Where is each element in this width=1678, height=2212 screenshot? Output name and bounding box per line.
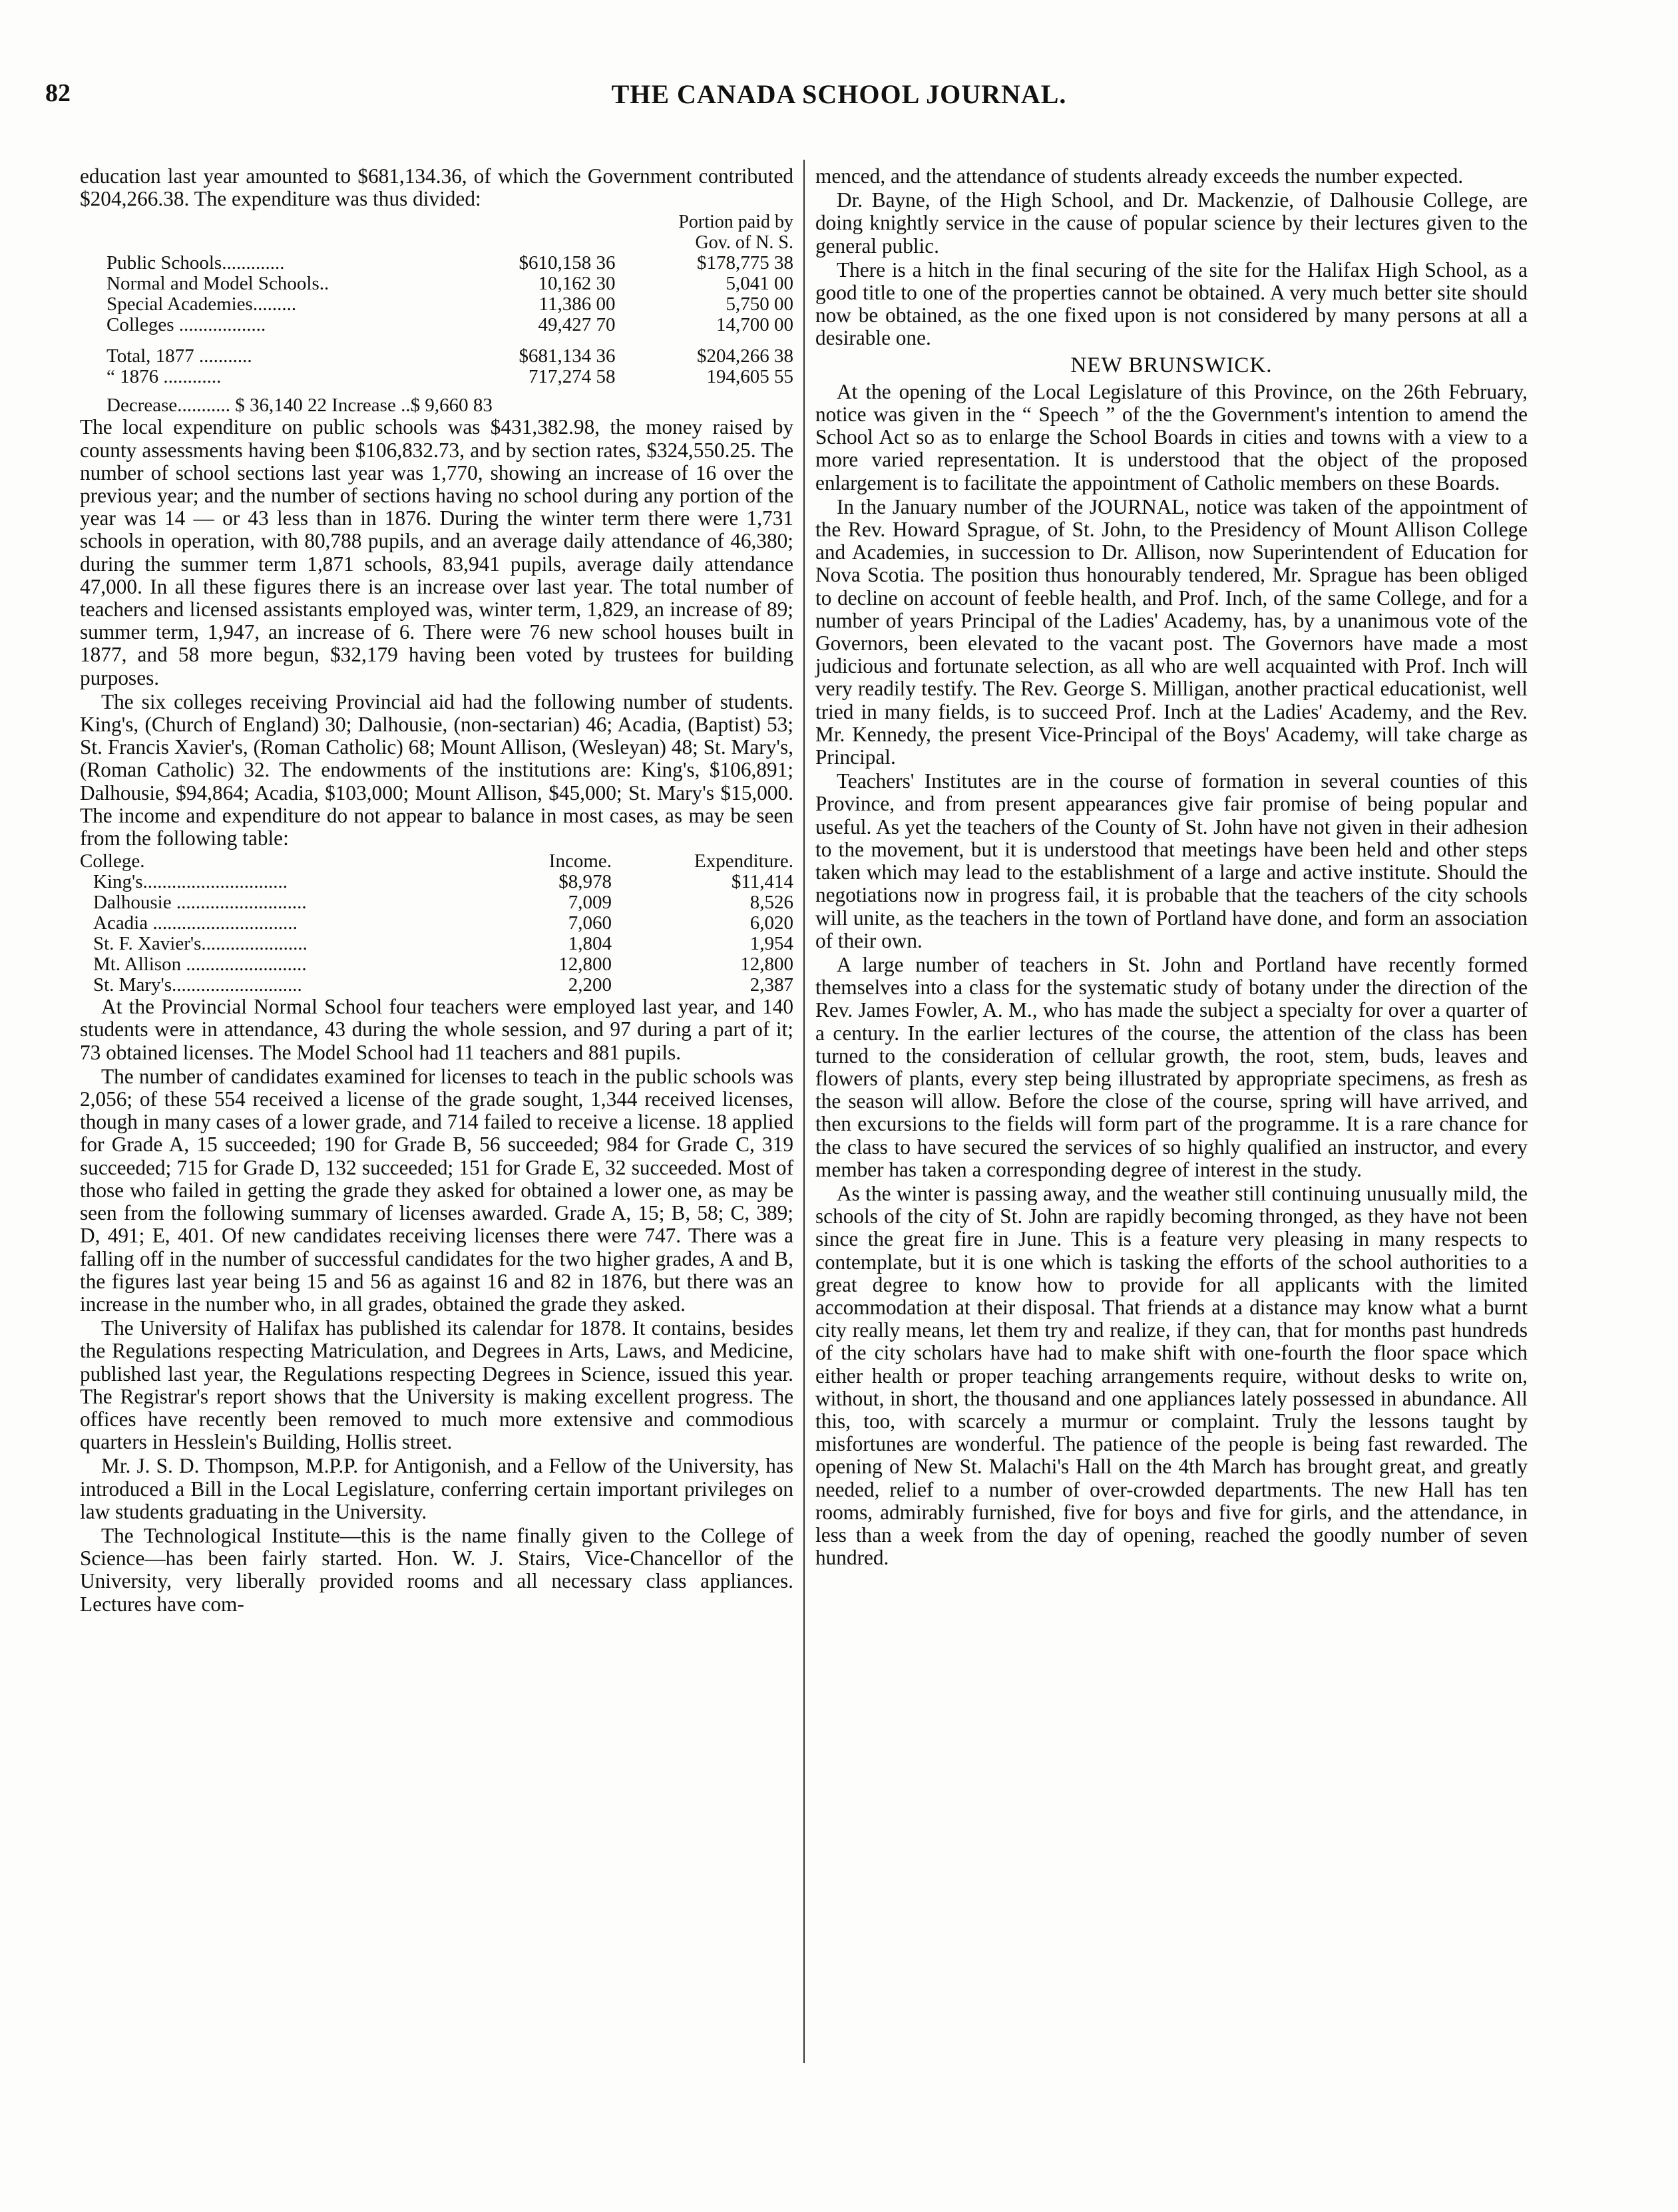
table-row bbox=[80, 954, 793, 975]
page-number: 82 bbox=[45, 79, 71, 107]
row-total: 10,162 30 bbox=[538, 273, 616, 295]
section-heading: NEW BRUNSWICK. bbox=[1070, 353, 1273, 377]
table-row bbox=[80, 975, 793, 996]
paragraph: education last year amounted to $681,134.36, of which the Government contributed $204,266.38. The expenditure was thus divided: bbox=[80, 164, 793, 211]
row-total: 49,427 70 bbox=[538, 314, 616, 336]
page-header bbox=[40, 79, 1638, 118]
exp-col-header-line1: Portion paid by bbox=[678, 212, 793, 233]
row-gov: 5,750 00 bbox=[726, 293, 793, 315]
college-expenditure: 12,800 bbox=[740, 954, 793, 976]
table-row bbox=[80, 872, 793, 892]
exp-col-header bbox=[615, 212, 793, 253]
college-income: 12,800 bbox=[558, 954, 612, 976]
paragraph: The University of Halifax has published its calendar for 1878. It contains, besides the Regulations respecting Matriculation, and Degrees in Arts, Laws, and Medicine, published last year, the Regulations respecting Degrees in Science, issued this year. The Registrar's report shows that the University is making excellent progress. The offices have recently been removed to much more extensive and commodious quarters in Hesslein's Building, Hollis street. bbox=[80, 1316, 793, 1454]
college-name: St. Mary's........................... bbox=[93, 974, 302, 996]
college-name: Mt. Allison ......................... bbox=[93, 954, 307, 976]
table-row bbox=[80, 913, 793, 934]
college-income: 1,804 bbox=[568, 933, 612, 955]
college-income: 2,200 bbox=[568, 974, 612, 996]
table-header-row bbox=[80, 851, 793, 872]
college-expenditure: 6,020 bbox=[749, 912, 793, 934]
column-divider bbox=[803, 160, 805, 2063]
table-row bbox=[80, 294, 793, 315]
header-college: College. bbox=[80, 850, 145, 872]
left-column bbox=[80, 165, 793, 1617]
college-income: 7,009 bbox=[568, 892, 612, 914]
expenditure-table bbox=[80, 212, 793, 416]
paragraph: The local expenditure on public schools was $431,382.98, the money raised by county assessments having been $106,832.73, and by section rates, $324,550.25. The number of school sections last year was 1,770, showing an increase of 16 over the previous year; and the number of sections having no school during any portion of the year was 14 — or 43 less than in 1876. During the winter term there were 1,731 schools in operation, with 80,788 pupils, and an average daily attendance of 46,380; during the summer term 1,871 schools, 83,941 pupils, average daily attendance 47,000. In all these figures there is an increase over last year. The total number of teachers and licensed assistants employed was, winter term, 1,829, an increase of 89; summer term, 1,947, an increase of 6. There were 76 new school houses built in 1877, and 58 more begun, $32,179 having been voted by trustees for building purposes. bbox=[80, 415, 793, 689]
college-income: 7,060 bbox=[568, 912, 612, 934]
row-label: Colleges .................. bbox=[106, 314, 266, 336]
college-expenditure: 8,526 bbox=[749, 892, 793, 914]
row-label: Public Schools............. bbox=[106, 252, 285, 274]
exp-col-header-line2: Gov. of N. S. bbox=[695, 232, 793, 254]
college-expenditure: 2,387 bbox=[749, 974, 793, 996]
paragraph: A large number of teachers in St. John and Portland have recently formed themselves into a class for the systematic study of botany under the direction of the Rev. James Fowler, A. M., who has made the subject a specialty for over a quarter of a century. In the earlier lectures of the course, the attention of the class has been turned to the consideration of cellular growth, the root, stem, buds, leaves and flowers of plants, every step being illustrated by appropriate specimens, as fresh as the season will allow. Before the close of the course, spring will have arrived, and then excursions to the fields will form part of the programme. It is a rare chance for the class to have secured the services of so highly qualified an instructor, and every member has taken a corresponding degree of interest in the study. bbox=[815, 952, 1528, 1181]
paragraph: There is a hitch in the final securing of the site for the Halifax High School, as a good title to one of the properties cannot be obtained. A very much better site should now be obtained, as the one fixed upon is not considered by many persons at all a desirable one. bbox=[815, 258, 1528, 350]
row-total: 717,274 58 bbox=[528, 366, 616, 388]
paragraph: At the opening of the Local Legislature of this Province, on the 26th February, notice was given in the “ Speech ” of the the Government's intention to amend the School Act so as to enlarge the School Boards in cities and towns with a view to a more varied representation. It is understood that the object of the proposed enlargement is to facilitate the appointment of Catholic members on these Boards. bbox=[815, 379, 1528, 494]
row-total: $610,158 36 bbox=[519, 252, 616, 274]
paragraph: Teachers' Institutes are in the course of formation in several counties of this Province, and from present appearances give fair promise of being popular and useful. As yet the teachers of the County of St. John have not given in their adhesion to the movement, but it is understood that meetings have been held and other steps taken which may lead to the establishment of a large and active institute. Should the negotiations now in progress fail, it is probable that the teachers of the city schools will unite, as the teachers in the town of Portland have done, and form an association of their own. bbox=[815, 769, 1528, 952]
college-expenditure: $11,414 bbox=[731, 871, 793, 893]
row-total: 11,386 00 bbox=[538, 293, 616, 315]
table-row bbox=[80, 315, 793, 335]
table-row bbox=[80, 934, 793, 954]
table-row-decrease bbox=[80, 395, 793, 416]
paragraph: Mr. J. S. D. Thompson, M.P.P. for Antigonish, and a Fellow of the University, has introduced a Bill in the Local Legislature, conferring certain important privileges on law students graduating in the University. bbox=[80, 1454, 793, 1523]
college-name: St. F. Xavier's...................... bbox=[93, 933, 308, 955]
college-name: Acadia .............................. bbox=[93, 912, 298, 934]
college-name: King's.............................. bbox=[93, 871, 288, 893]
row-label: Special Academies......... bbox=[106, 293, 297, 315]
header-expenditure: Expenditure. bbox=[694, 850, 793, 872]
decrease-line: Decrease........... $ 36,140 22 Increase ..$ 9,660 83 bbox=[106, 395, 493, 417]
row-gov: 14,700 00 bbox=[716, 314, 793, 336]
row-label: Total, 1877 ........... bbox=[106, 345, 252, 367]
paragraph: In the January number of the JOURNAL, notice was taken of the appointment of the Rev. Howard Sprague, of St. John, to the Presidency of Mount Allison College and Academies, in succession to Dr. Allison, now Superintendent of Education for Nova Scotia. The position thus honourably tendered, Mr. Sprague has been obliged to decline on account of feeble health, and Prof. Inch, of the same College, and for a number of years Principal of the Ladies' Academy, has, by a unanimous vote of the Governors, been elevated to the vacant post. The Governors have made a most judicious and fortunate selection, as all who are well acquainted with Prof. Inch will very readily testify. The Rev. George S. Milligan, another practical educationist, well tried in many fields, is to succeed Prof. Inch at the Ladies' Academy, and the Rev. Mr. Kennedy, the present Vice-Principal of the Boys' Academy, will take charge as Principal. bbox=[815, 494, 1528, 769]
row-total: $681,134 36 bbox=[519, 345, 616, 367]
row-gov: 194,605 55 bbox=[706, 366, 793, 388]
table-row bbox=[80, 892, 793, 913]
paragraph: The Technological Institute—this is the name finally given to the College of Science—has been fairly started. Hon. W. J. Stairs, Vice-Chancellor of the University, very liberally provided rooms and all necessary class appliances. Lectures have com- bbox=[80, 1523, 793, 1616]
row-gov: 5,041 00 bbox=[726, 273, 793, 295]
paragraph: As the winter is passing away, and the weather still continuing unusually mild, the schools of the city of St. John are rapidly becoming thronged, as they have not been since the great fire in June. This is a feature very pleasing in many respects to contemplate, but it is one which is tasking the efforts of the school authorities to a great degree to know how to provide for all applicants with the limited accommodation at their disposal. That friends at a distance may know what a burnt city really means, let them try and realize, if they can, that for months past hundreds of the city scholars have had to make shift with one-fourth the floor space which either health or proper teaching arrangements require, without desks to write on, without, in short, the thousand and one appliances lately possessed in abundance. All this, too, with scarcely a murmur or complaint. Truly the lessons taught by misfortunes are wonderful. The patience of the people is being fast rewarded. The opening of New St. Malachi's Hall on the 4th March has brought great, and greatly needed, relief to a number of over-crowded departments. The new Hall has ten rooms, admirably furnished, five for boys and five for girls, and the attendance, in less than a week from the day of opening, reached the goodly number of seven hundred. bbox=[815, 1181, 1528, 1570]
table-row-total-1876 bbox=[80, 367, 793, 387]
row-label: “ 1876 ............ bbox=[106, 366, 222, 388]
row-gov: $204,266 38 bbox=[697, 345, 793, 367]
right-column bbox=[815, 165, 1528, 1570]
table-row-total-1877 bbox=[80, 343, 793, 367]
table-row bbox=[80, 274, 793, 294]
table-row bbox=[80, 253, 793, 274]
paragraph: Dr. Bayne, of the High School, and Dr. Mackenzie, of Dalhousie College, are doing knightly service in the cause of popular science by their lectures given to the general public. bbox=[815, 188, 1528, 258]
paragraph: At the Provincial Normal School four teachers were employed last year, and 140 students were in attendance, 43 during the whole session, and 97 during a part of it; 73 obtained licenses. The Model School had 11 teachers and 881 pupils. bbox=[80, 995, 793, 1064]
header-income: Income. bbox=[548, 850, 612, 872]
paragraph: menced, and the attendance of students already exceeds the number expected. bbox=[815, 164, 1464, 188]
journal-title: THE CANADA SCHOOL JOURNAL. bbox=[611, 79, 1067, 109]
college-expenditure: 1,954 bbox=[749, 933, 793, 955]
row-gov: $178,775 38 bbox=[697, 252, 793, 274]
paragraph: The number of candidates examined for licenses to teach in the public schools was 2,056; of these 554 received a license of the grade sought, 1,344 received licenses, though in many cases of a lower grade, and 714 failed to receive a license. 18 applied for Grade A, 15 succeeded; 190 for Grade B, 56 succeeded; 984 for Grade C, 319 succeeded; 715 for Grade D, 132 succeeded; 151 for Grade E, 32 succeeded. Most of those who failed in getting the grade they asked for obtained a lower one, as may be seen from the following summary of licenses awarded. Grade A, 15; B, 58; C, 389; D, 491; E, 401. Of new candidates receiving licenses there were 747. There was a falling off in the number of successful candidates for the two higher grades, A and B, the figures last year being 15 and 56 as against 16 and 82 in 1876, but there was an increase in the number who, in all grades, obtained the grade they asked. bbox=[80, 1064, 793, 1316]
college-name: Dalhousie ........................... bbox=[93, 892, 307, 914]
paragraph: The six colleges receiving Provincial aid had the following number of students. King's, (Church of England) 30; Dalhousie, (non-sectarian) 46; Acadia, (Baptist) 53; St. Francis Xavier's, (Roman Catholic) 68; Mount Allison, (Wesleyan) 48; St. Mary's, (Roman Catholic) 32. The endowments of the institutions are: King's, $106,891; Dalhousie, $94,864; Acadia, $103,000; Mount Allison, $45,000; St. Mary's $15,000. The income and expenditure do not appear to balance in most cases, as may be seen from the following table: bbox=[80, 689, 793, 850]
college-income: $8,978 bbox=[558, 871, 612, 893]
row-label: Normal and Model Schools.. bbox=[106, 273, 329, 295]
college-table bbox=[80, 851, 793, 996]
